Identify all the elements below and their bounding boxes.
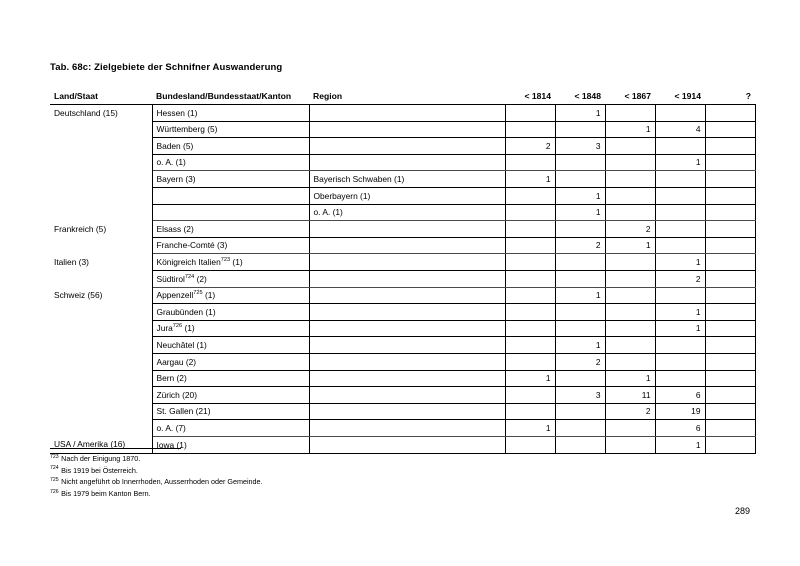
cell-state-canton: Hessen (1) bbox=[152, 105, 309, 122]
cell-count-unknown bbox=[705, 204, 755, 221]
cell-count-before-1914 bbox=[655, 221, 705, 238]
cell-count-before-1814: 1 bbox=[505, 370, 555, 387]
footnote-text: Nach der Einigung 1870. bbox=[61, 454, 141, 463]
table-row bbox=[50, 138, 755, 155]
cell-country: Schweiz (56) bbox=[50, 287, 152, 304]
cell-country-empty bbox=[50, 154, 152, 171]
cell-count-unknown bbox=[705, 387, 755, 404]
cell-count-before-1914: 6 bbox=[655, 420, 705, 437]
table-row bbox=[50, 221, 755, 238]
column-header-before-1867: < 1867 bbox=[605, 88, 655, 105]
cell-count-before-1914: 1 bbox=[655, 320, 705, 337]
cell-count-unknown bbox=[705, 138, 755, 155]
column-header-region: Region bbox=[309, 88, 505, 105]
cell-count-before-1848: 3 bbox=[555, 138, 605, 155]
cell-region bbox=[309, 121, 505, 138]
cell-state-canton bbox=[152, 188, 309, 205]
table-caption: Tab. 68c: Zielgebiete der Schnifner Auswanderung bbox=[50, 62, 283, 73]
cell-count-before-1867 bbox=[605, 337, 655, 354]
cell-count-before-1914 bbox=[655, 105, 705, 122]
cell-country: Italien (3) bbox=[50, 254, 152, 271]
cell-count-unknown bbox=[705, 121, 755, 138]
table-row bbox=[50, 387, 755, 404]
cell-state-canton: Appenzell$^{725}$ (1) bbox=[152, 287, 309, 304]
cell-count-unknown bbox=[705, 271, 755, 288]
cell-country-empty bbox=[50, 237, 152, 254]
cell-count-before-1814 bbox=[505, 287, 555, 304]
cell-count-before-1914 bbox=[655, 171, 705, 188]
cell-count-before-1848: 1 bbox=[555, 204, 605, 221]
header-row bbox=[50, 88, 755, 105]
cell-region bbox=[309, 154, 505, 171]
footnote-marker[interactable]: 725 bbox=[193, 290, 203, 297]
table-body bbox=[50, 105, 755, 453]
cell-count-before-1814 bbox=[505, 105, 555, 122]
footnote-marker[interactable]: 723 bbox=[220, 257, 231, 264]
cell-state-canton: Baden (5) bbox=[152, 138, 309, 155]
cell-count-unknown bbox=[705, 105, 755, 122]
cell-country-empty bbox=[50, 304, 152, 321]
cell-count-before-1848: 2 bbox=[555, 354, 605, 371]
cell-count-before-1848: 2 bbox=[555, 237, 605, 254]
cell-count-before-1867 bbox=[605, 138, 655, 155]
cell-state-canton: o. A. (7) bbox=[152, 420, 309, 437]
cell-count-before-1814 bbox=[505, 254, 555, 271]
cell-count-before-1867: 11 bbox=[605, 387, 655, 404]
cell-count-before-1814 bbox=[505, 221, 555, 238]
cell-count-before-1814: 2 bbox=[505, 138, 555, 155]
cell-region bbox=[309, 271, 505, 288]
cell-country-empty bbox=[50, 337, 152, 354]
table-row bbox=[50, 436, 755, 453]
cell-region bbox=[309, 436, 505, 453]
cell-country: Frankreich (5) bbox=[50, 221, 152, 238]
cell-count-before-1848 bbox=[555, 121, 605, 138]
cell-count-before-1814 bbox=[505, 154, 555, 171]
cell-count-before-1867: 1 bbox=[605, 370, 655, 387]
cell-count-before-1848 bbox=[555, 403, 605, 420]
cell-count-before-1914: 1 bbox=[655, 154, 705, 171]
cell-count-before-1914: 19 bbox=[655, 403, 705, 420]
cell-count-before-1867: 1 bbox=[605, 121, 655, 138]
cell-region bbox=[309, 320, 505, 337]
cell-state-canton: Elsass (2) bbox=[152, 221, 309, 238]
cell-region bbox=[309, 387, 505, 404]
cell-count-unknown bbox=[705, 354, 755, 371]
table-row bbox=[50, 121, 755, 138]
footnote-number: 726 bbox=[50, 488, 59, 495]
column-header-unknown: ? bbox=[705, 88, 755, 105]
cell-count-before-1848 bbox=[555, 320, 605, 337]
footnote-item bbox=[50, 476, 650, 488]
cell-count-unknown bbox=[705, 420, 755, 437]
cell-count-before-1814 bbox=[505, 304, 555, 321]
table-row bbox=[50, 370, 755, 387]
table-row bbox=[50, 287, 755, 304]
table-row bbox=[50, 403, 755, 420]
cell-count-before-1814 bbox=[505, 121, 555, 138]
cell-count-before-1848 bbox=[555, 254, 605, 271]
footnote-separator bbox=[50, 448, 181, 449]
cell-region bbox=[309, 254, 505, 271]
cell-count-unknown bbox=[705, 436, 755, 453]
table-row bbox=[50, 337, 755, 354]
table-row bbox=[50, 354, 755, 371]
cell-count-before-1867 bbox=[605, 254, 655, 271]
table-header bbox=[50, 88, 755, 105]
cell-state-canton: Südtirol$^{724}$ (2) bbox=[152, 271, 309, 288]
cell-state-canton: Neuchâtel (1) bbox=[152, 337, 309, 354]
cell-count-before-1814 bbox=[505, 354, 555, 371]
cell-region: Oberbayern (1) bbox=[309, 188, 505, 205]
cell-count-before-1814 bbox=[505, 237, 555, 254]
cell-count-unknown bbox=[705, 337, 755, 354]
cell-count-before-1914: 1 bbox=[655, 304, 705, 321]
footnote-marker[interactable]: 726 bbox=[172, 323, 183, 330]
cell-count-before-1848: 1 bbox=[555, 188, 605, 205]
cell-count-before-1867 bbox=[605, 204, 655, 221]
table-row bbox=[50, 254, 755, 271]
column-header-bundesland: Bundesland/Bundesstaat/Kanton bbox=[152, 88, 309, 105]
cell-state-canton: Graubünden (1) bbox=[152, 304, 309, 321]
cell-region bbox=[309, 420, 505, 437]
cell-count-before-1814 bbox=[505, 188, 555, 205]
cell-count-before-1867 bbox=[605, 154, 655, 171]
table-row bbox=[50, 304, 755, 321]
cell-count-unknown bbox=[705, 370, 755, 387]
cell-count-before-1914 bbox=[655, 370, 705, 387]
cell-country: USA / Amerika (16) bbox=[50, 436, 152, 453]
column-header-before-1814: < 1814 bbox=[505, 88, 555, 105]
cell-country-empty bbox=[50, 354, 152, 371]
cell-country-empty bbox=[50, 420, 152, 437]
cell-count-before-1814 bbox=[505, 403, 555, 420]
table-row bbox=[50, 320, 755, 337]
cell-region bbox=[309, 138, 505, 155]
cell-count-unknown bbox=[705, 154, 755, 171]
cell-count-before-1867 bbox=[605, 420, 655, 437]
cell-count-before-1914: 1 bbox=[655, 254, 705, 271]
table-row bbox=[50, 204, 755, 221]
cell-count-unknown bbox=[705, 320, 755, 337]
cell-count-before-1848: 1 bbox=[555, 337, 605, 354]
cell-state-canton: o. A. (1) bbox=[152, 154, 309, 171]
footnote-number: 724 bbox=[50, 465, 59, 472]
cell-country-empty bbox=[50, 387, 152, 404]
cell-country-empty bbox=[50, 403, 152, 420]
cell-count-before-1914 bbox=[655, 354, 705, 371]
cell-state-canton: Franche-Comté (3) bbox=[152, 237, 309, 254]
cell-country-empty bbox=[50, 271, 152, 288]
cell-count-before-1867: 1 bbox=[605, 237, 655, 254]
cell-country-empty bbox=[50, 204, 152, 221]
table-row bbox=[50, 105, 755, 122]
cell-region bbox=[309, 337, 505, 354]
table-row bbox=[50, 271, 755, 288]
cell-country-empty bbox=[50, 320, 152, 337]
cell-region bbox=[309, 221, 505, 238]
table-row bbox=[50, 420, 755, 437]
cell-count-before-1867 bbox=[605, 354, 655, 371]
cell-count-before-1814: 1 bbox=[505, 171, 555, 188]
cell-state-canton: Bayern (3) bbox=[152, 171, 309, 188]
cell-count-unknown bbox=[705, 221, 755, 238]
cell-count-before-1848 bbox=[555, 271, 605, 288]
cell-count-before-1867 bbox=[605, 436, 655, 453]
table-row bbox=[50, 171, 755, 188]
cell-count-before-1867 bbox=[605, 320, 655, 337]
cell-state-canton: Königreich Italien$^{723}$ (1) bbox=[152, 254, 309, 271]
cell-state-canton bbox=[152, 204, 309, 221]
cell-state-canton: Zürich (20) bbox=[152, 387, 309, 404]
footnote-list bbox=[50, 453, 650, 500]
cell-region bbox=[309, 304, 505, 321]
cell-count-unknown bbox=[705, 171, 755, 188]
footnote-marker[interactable]: 724 bbox=[184, 273, 195, 280]
cell-count-before-1848 bbox=[555, 304, 605, 321]
cell-state-canton: St. Gallen (21) bbox=[152, 403, 309, 420]
table-row bbox=[50, 237, 755, 254]
cell-count-before-1814 bbox=[505, 204, 555, 221]
cell-count-before-1914: 6 bbox=[655, 387, 705, 404]
footnote-text: Nicht angeführt ob Innerrhoden, Ausserrhoden oder Gemeinde. bbox=[61, 477, 263, 487]
cell-count-before-1848 bbox=[555, 436, 605, 453]
footnote-number: 725 bbox=[50, 476, 59, 483]
cell-count-before-1814 bbox=[505, 337, 555, 354]
cell-region: Bayerisch Schwaben (1) bbox=[309, 171, 505, 188]
cell-count-before-1914: 2 bbox=[655, 271, 705, 288]
column-header-land: Land/Staat bbox=[50, 88, 152, 105]
cell-count-before-1848 bbox=[555, 154, 605, 171]
cell-region: o. A. (1) bbox=[309, 204, 505, 221]
cell-region bbox=[309, 370, 505, 387]
cell-count-before-1867 bbox=[605, 188, 655, 205]
cell-region bbox=[309, 105, 505, 122]
cell-country-empty bbox=[50, 188, 152, 205]
cell-count-before-1848: 3 bbox=[555, 387, 605, 404]
cell-region bbox=[309, 237, 505, 254]
cell-count-unknown bbox=[705, 403, 755, 420]
cell-count-before-1814 bbox=[505, 320, 555, 337]
table-row bbox=[50, 154, 755, 171]
cell-count-before-1914 bbox=[655, 204, 705, 221]
cell-count-before-1867 bbox=[605, 105, 655, 122]
cell-count-before-1914: 4 bbox=[655, 121, 705, 138]
footnote-item bbox=[50, 465, 650, 477]
cell-count-before-1814: 1 bbox=[505, 420, 555, 437]
cell-state-canton: Jura$^{726}$ (1) bbox=[152, 320, 309, 337]
cell-count-unknown bbox=[705, 304, 755, 321]
column-header-before-1914: < 1914 bbox=[655, 88, 705, 105]
cell-count-before-1814 bbox=[505, 387, 555, 404]
cell-count-before-1848: 1 bbox=[555, 105, 605, 122]
cell-count-before-1867 bbox=[605, 171, 655, 188]
cell-count-before-1914 bbox=[655, 138, 705, 155]
cell-count-before-1848 bbox=[555, 420, 605, 437]
footnote-number: 723 bbox=[50, 453, 59, 460]
cell-count-before-1914 bbox=[655, 237, 705, 254]
cell-count-before-1814 bbox=[505, 436, 555, 453]
cell-count-before-1848: 1 bbox=[555, 287, 605, 304]
cell-country: Deutschland (15) bbox=[50, 105, 152, 122]
cell-count-before-1914 bbox=[655, 337, 705, 354]
cell-country-empty bbox=[50, 121, 152, 138]
cell-count-before-1848 bbox=[555, 370, 605, 387]
cell-count-before-1867 bbox=[605, 271, 655, 288]
cell-state-canton: Bern (2) bbox=[152, 370, 309, 387]
cell-state-canton: Iowa (1) bbox=[152, 436, 309, 453]
cell-count-before-1867 bbox=[605, 287, 655, 304]
cell-count-unknown bbox=[705, 237, 755, 254]
cell-region bbox=[309, 403, 505, 420]
cell-state-canton: Württemberg (5) bbox=[152, 121, 309, 138]
footnote-item bbox=[50, 488, 650, 500]
page-number: 289 bbox=[734, 506, 750, 516]
cell-count-before-1914 bbox=[655, 188, 705, 205]
cell-count-before-1867: 2 bbox=[605, 221, 655, 238]
cell-count-before-1867: 2 bbox=[605, 403, 655, 420]
cell-count-before-1848 bbox=[555, 171, 605, 188]
footnote-text: Bis 1919 bei Österreich. bbox=[61, 465, 138, 475]
table-row bbox=[50, 188, 755, 205]
cell-country-empty bbox=[50, 171, 152, 188]
cell-count-before-1867 bbox=[605, 304, 655, 321]
cell-count-unknown bbox=[705, 254, 755, 271]
cell-count-before-1814 bbox=[505, 271, 555, 288]
emigration-destinations-table bbox=[50, 88, 756, 454]
cell-state-canton: Aargau (2) bbox=[152, 354, 309, 371]
footnote-item bbox=[50, 453, 650, 465]
cell-count-unknown bbox=[705, 287, 755, 304]
cell-count-unknown bbox=[705, 188, 755, 205]
cell-country-empty bbox=[50, 370, 152, 387]
cell-region bbox=[309, 354, 505, 371]
cell-region bbox=[309, 287, 505, 304]
cell-count-before-1848 bbox=[555, 221, 605, 238]
column-header-before-1848: < 1848 bbox=[555, 88, 605, 105]
cell-count-before-1914: 1 bbox=[655, 436, 705, 453]
cell-count-before-1914 bbox=[655, 287, 705, 304]
cell-country-empty bbox=[50, 138, 152, 155]
footnote-text: Bis 1979 beim Kanton Bern. bbox=[61, 488, 151, 498]
